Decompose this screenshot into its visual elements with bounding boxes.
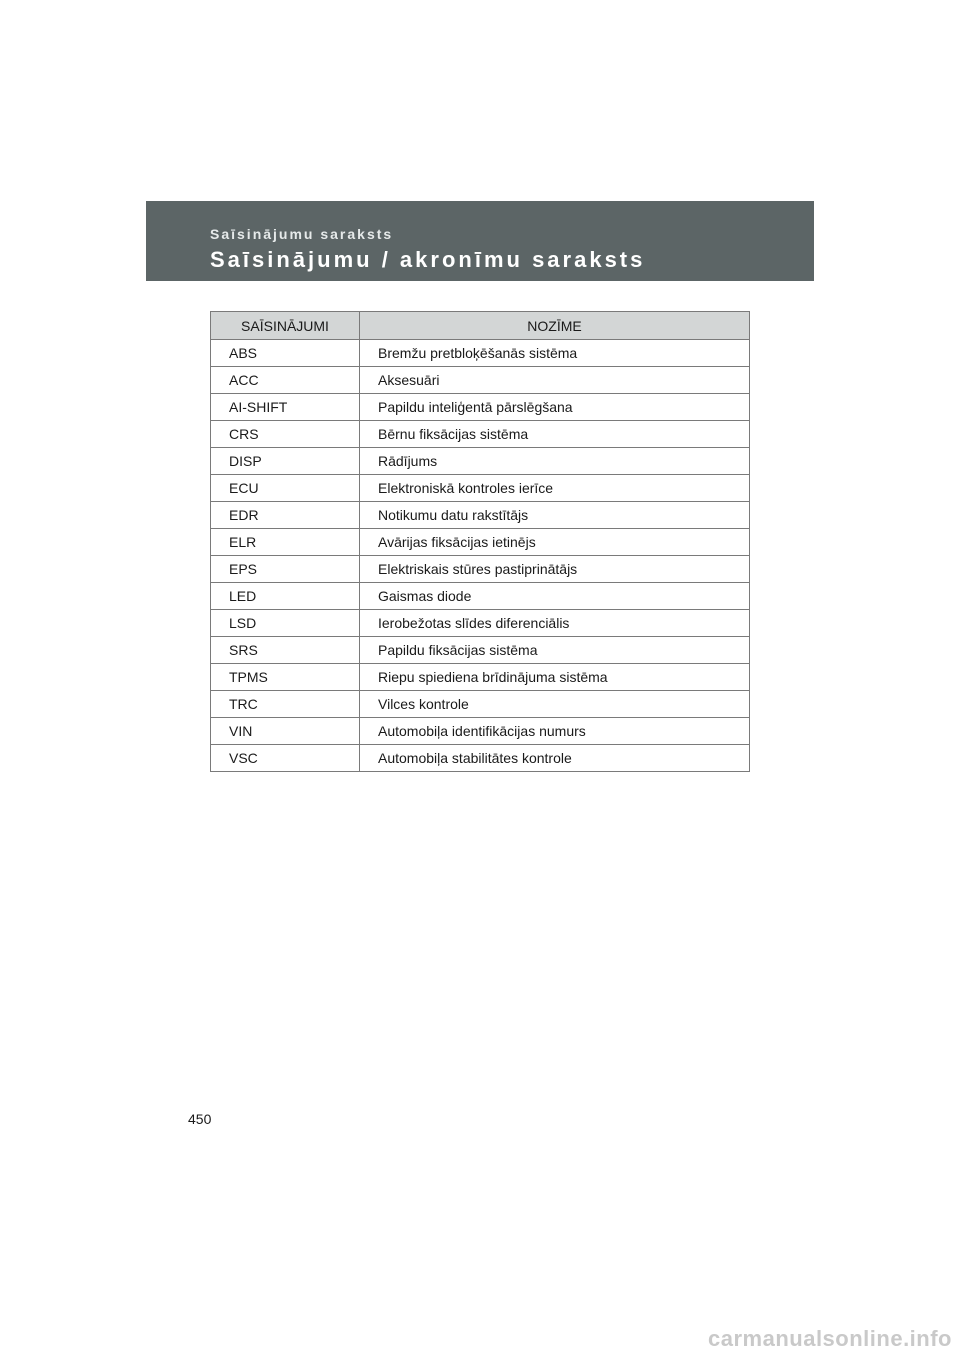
table-row — [211, 394, 750, 421]
table-row — [211, 610, 750, 637]
meaning-cell: Automobiļa identifikācijas numurs — [360, 718, 750, 745]
meaning-cell: Rādījums — [360, 448, 750, 475]
column-header-meaning: NOZĪME — [360, 312, 750, 340]
table-row — [211, 340, 750, 367]
meaning-cell: Papildu fiksācijas sistēma — [360, 637, 750, 664]
abbreviation-cell: CRS — [211, 421, 360, 448]
table-header-row — [211, 312, 750, 340]
abbreviation-cell: LSD — [211, 610, 360, 637]
table-row — [211, 367, 750, 394]
meaning-cell: Ierobežotas slīdes diferenciālis — [360, 610, 750, 637]
abbreviations-table — [210, 311, 750, 772]
table-row — [211, 637, 750, 664]
meaning-cell: Riepu spiediena brīdinājuma sistēma — [360, 664, 750, 691]
table-row — [211, 556, 750, 583]
abbreviation-cell: DISP — [211, 448, 360, 475]
table-row — [211, 502, 750, 529]
abbreviation-cell: ABS — [211, 340, 360, 367]
table-row — [211, 448, 750, 475]
column-header-abbreviation: SAĪSINĀJUMI — [211, 312, 360, 340]
abbreviation-cell: ELR — [211, 529, 360, 556]
abbreviation-cell: SRS — [211, 637, 360, 664]
meaning-cell: Bremžu pretbloķēšanās sistēma — [360, 340, 750, 367]
meaning-cell: Elektroniskā kontroles ierīce — [360, 475, 750, 502]
page-title: Saīsinājumu / akronīmu saraksts — [210, 247, 646, 272]
abbreviation-cell: ACC — [211, 367, 360, 394]
section-subtitle: Saīsinājumu saraksts — [210, 226, 394, 242]
meaning-cell: Bērnu fiksācijas sistēma — [360, 421, 750, 448]
meaning-cell: Aksesuāri — [360, 367, 750, 394]
abbreviation-cell: AI-SHIFT — [211, 394, 360, 421]
table-row — [211, 664, 750, 691]
table-row — [211, 421, 750, 448]
section-header — [146, 201, 814, 281]
meaning-cell: Papildu inteliģentā pārslēgšana — [360, 394, 750, 421]
abbreviation-cell: TRC — [211, 691, 360, 718]
abbreviation-cell: EPS — [211, 556, 360, 583]
abbreviation-cell: LED — [211, 583, 360, 610]
meaning-cell: Notikumu datu rakstītājs — [360, 502, 750, 529]
table-row — [211, 529, 750, 556]
table-row — [211, 691, 750, 718]
abbreviation-cell: VSC — [211, 745, 360, 772]
meaning-cell: Vilces kontrole — [360, 691, 750, 718]
abbreviation-cell: ECU — [211, 475, 360, 502]
table-row — [211, 583, 750, 610]
watermark: carmanualsonline.info — [708, 1326, 952, 1351]
page-number: 450 — [188, 1111, 212, 1127]
meaning-cell: Automobiļa stabilitātes kontrole — [360, 745, 750, 772]
meaning-cell: Elektriskais stūres pastiprinātājs — [360, 556, 750, 583]
abbreviation-cell: VIN — [211, 718, 360, 745]
table-row — [211, 718, 750, 745]
table-row — [211, 475, 750, 502]
abbreviation-cell: TPMS — [211, 664, 360, 691]
meaning-cell: Avārijas fiksācijas ietinējs — [360, 529, 750, 556]
abbreviation-cell: EDR — [211, 502, 360, 529]
table-row — [211, 745, 750, 772]
meaning-cell: Gaismas diode — [360, 583, 750, 610]
